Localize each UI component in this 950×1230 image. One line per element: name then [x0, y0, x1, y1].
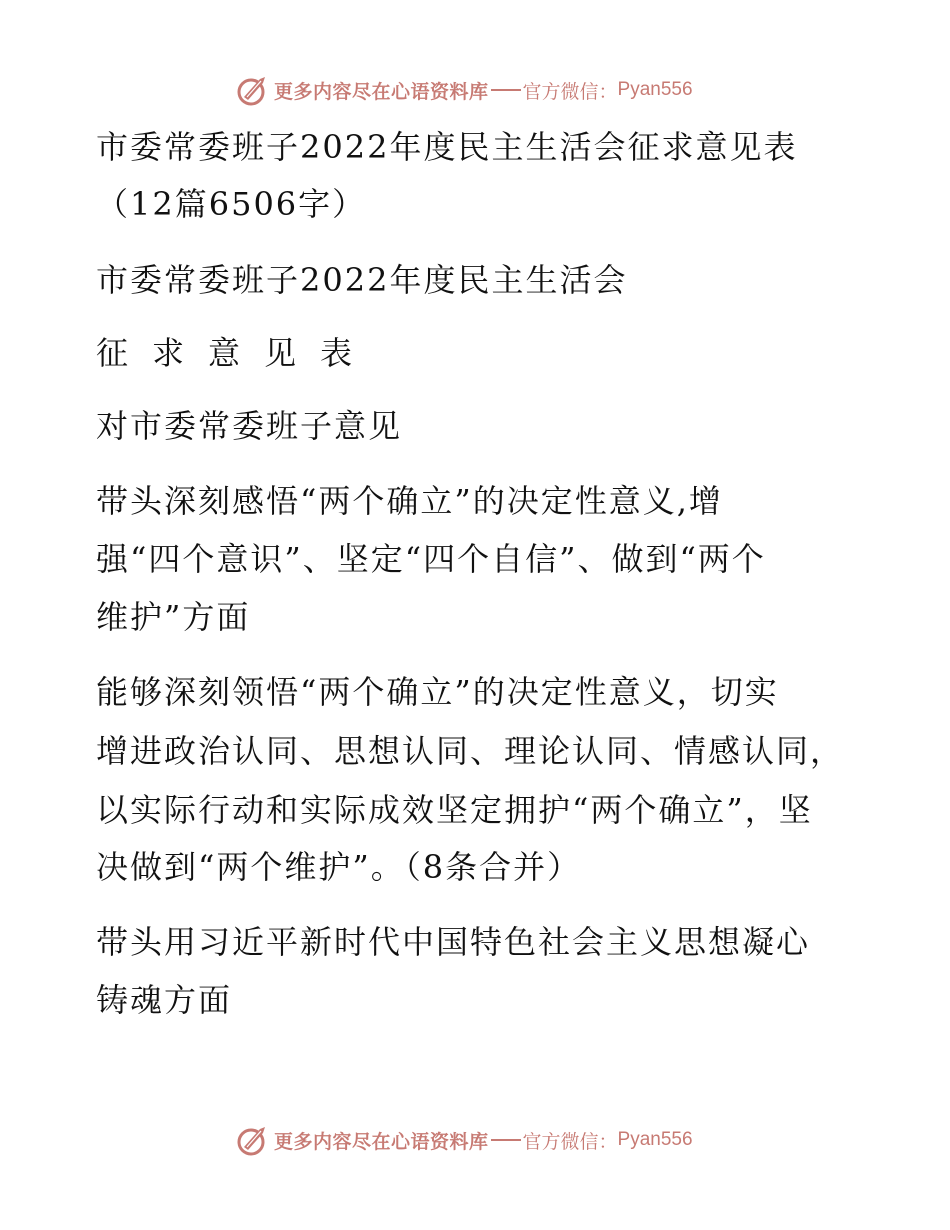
heading-opinion-target: 对市委常委班子意见 — [96, 407, 403, 445]
section-1-body-line-4: 决做到“两个维护”。（8条合并） — [96, 848, 582, 886]
section-1-body-line-3: 以实际行动和实际成效坚定拥护“两个确立”，坚 — [96, 791, 813, 829]
section-2-title-line-2: 铸魂方面 — [96, 981, 233, 1019]
section-1-body-line-1: 能够深刻领悟“两个确立”的决定性意义，切实 — [96, 673, 779, 711]
section-1-title-line-1: 带头深刻感悟“两个确立”的决定性意义,增 — [96, 482, 723, 520]
section-1-title-line-3: 维护”方面 — [96, 598, 251, 636]
section-1-title-line-2: 强“四个意识”、坚定“四个自信”、做到“两个 — [96, 540, 766, 578]
document-title-line-1: 市委常委班子2022年度民主生活会征求意见表 — [96, 128, 798, 166]
banner-dash-divider — [491, 1139, 521, 1141]
banner-wechat-id: Pyan556 — [617, 1129, 693, 1150]
section-1-body-line-2: 增进政治认同、思想认同、理论认同、情感认同， — [96, 732, 845, 770]
banner-dash-divider — [491, 89, 521, 91]
banner-left-text: 更多内容尽在心语资料库 — [274, 80, 489, 103]
banner-left-text: 更多内容尽在心语资料库 — [274, 1130, 489, 1153]
section-2-title-line-1: 带头用习近平新时代中国特色社会主义思想凝心 — [96, 923, 811, 961]
banner-right-text: 官方微信： — [522, 1130, 618, 1153]
quill-pen-logo-icon — [236, 1123, 270, 1157]
heading-form-title: 征求意见表 — [96, 334, 377, 372]
quill-pen-logo-icon — [236, 73, 270, 107]
document-title-line-2: （12篇6506字） — [96, 185, 367, 223]
header-watermark-banner — [236, 72, 693, 108]
heading-organization: 市委常委班子2022年度民主生活会 — [96, 261, 628, 299]
banner-right-text: 官方微信： — [522, 80, 618, 103]
footer-watermark-banner — [236, 1122, 693, 1158]
banner-wechat-id: Pyan556 — [617, 79, 693, 100]
